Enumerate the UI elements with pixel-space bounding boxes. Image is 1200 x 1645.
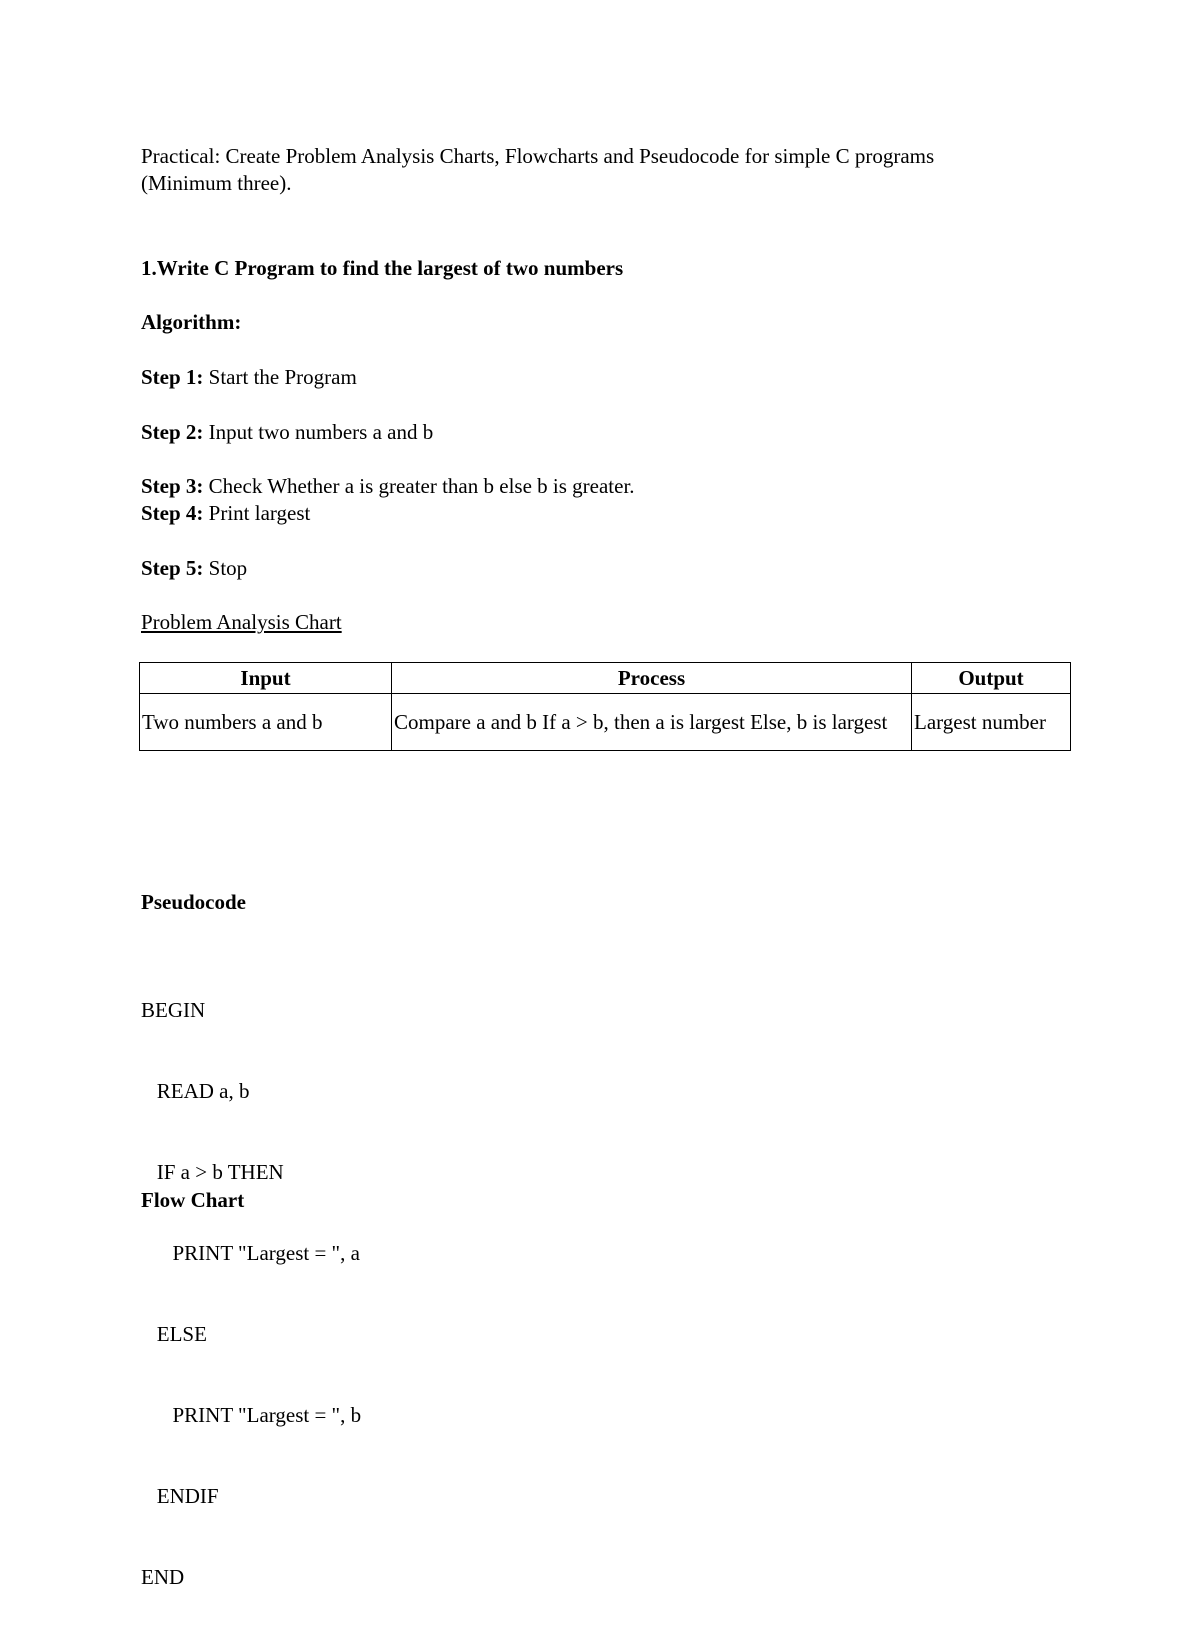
step-text: Stop xyxy=(203,556,248,580)
table-header-row xyxy=(140,663,1071,694)
pseudocode-line: ELSE xyxy=(141,1322,207,1346)
algorithm-step xyxy=(141,500,310,527)
pseudocode-line: READ a, b xyxy=(141,1079,250,1103)
pseudocode-heading: Pseudocode xyxy=(141,890,246,914)
step-label: Step 5: xyxy=(141,556,204,580)
step-text: Start the Program xyxy=(203,365,357,389)
pac-heading: Problem Analysis Chart xyxy=(141,610,342,634)
algorithm-step xyxy=(141,473,635,500)
header-output: Output xyxy=(912,663,1071,694)
pseudocode-line: IF a > b THEN xyxy=(141,1160,284,1184)
flowchart-heading: Flow Chart xyxy=(141,1188,245,1212)
intro-paragraph xyxy=(141,143,1071,197)
step-label: Step 2: xyxy=(141,420,204,444)
cell-input: Two numbers a and b xyxy=(140,694,392,751)
header-input: Input xyxy=(140,663,392,694)
pseudocode-line: END xyxy=(141,1565,185,1589)
program-heading: 1.Write C Program to find the largest of two numbers xyxy=(141,256,624,280)
pseudocode-line: PRINT "Largest = ", b xyxy=(141,1403,362,1427)
step-label: Step 4: xyxy=(141,501,204,525)
step-label: Step 1: xyxy=(141,365,204,389)
cell-process: Compare a and b If a > b, then a is largest Else, b is largest xyxy=(392,694,912,751)
problem-analysis-table xyxy=(139,662,1071,751)
algorithm-step xyxy=(141,364,357,391)
algorithm-heading: Algorithm: xyxy=(141,310,242,334)
step-text: Print largest xyxy=(203,501,311,525)
intro-line-1: Practical: Create Problem Analysis Charts, Flowcharts and Pseudocode for simple C programs xyxy=(141,144,935,168)
step-label: Step 3: xyxy=(141,474,204,498)
header-process: Process xyxy=(392,663,912,694)
intro-line-2: (Minimum three). xyxy=(141,171,292,195)
pseudocode-line: BEGIN xyxy=(141,998,206,1022)
pseudocode-block xyxy=(141,943,361,1645)
algorithm-step xyxy=(141,555,247,582)
pseudocode-line: PRINT "Largest = ", a xyxy=(141,1241,360,1265)
step-text: Check Whether a is greater than b else b is greater. xyxy=(203,474,635,498)
pseudocode-line: ENDIF xyxy=(141,1484,219,1508)
table-row xyxy=(140,694,1071,751)
cell-output: Largest number xyxy=(912,694,1071,751)
algorithm-step xyxy=(141,419,433,446)
step-text: Input two numbers a and b xyxy=(203,420,434,444)
